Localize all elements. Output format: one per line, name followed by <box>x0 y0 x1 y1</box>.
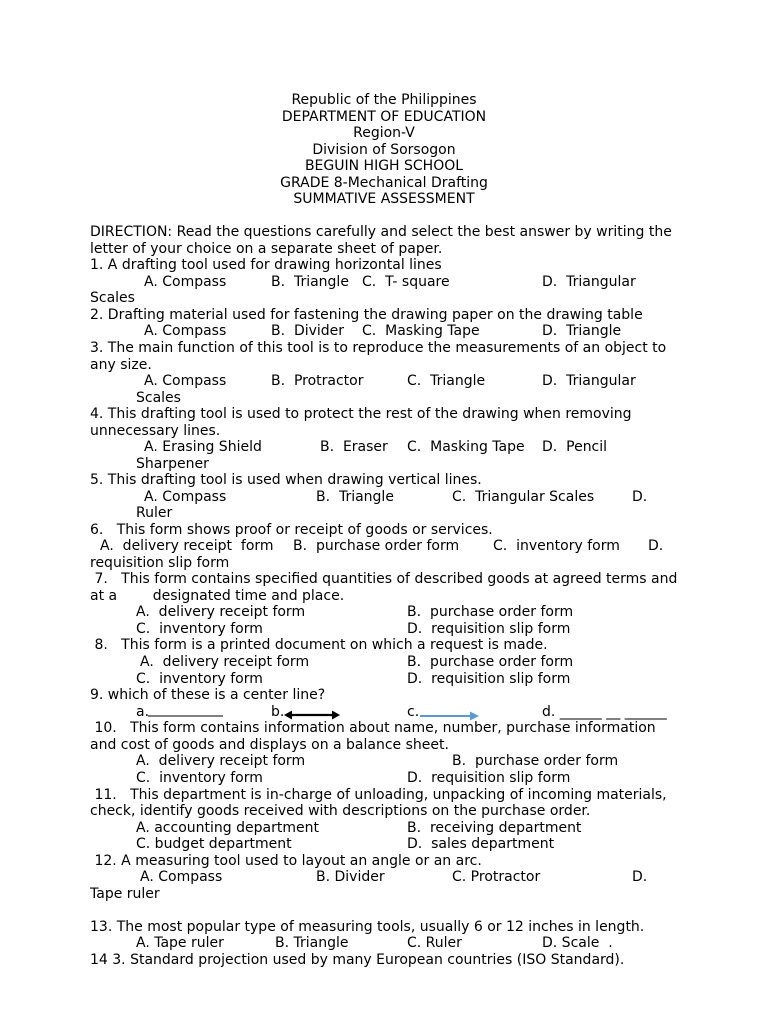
q1-stem: 1. A drafting tool used for drawing horizontal lines <box>90 257 442 273</box>
q3-option-c: C. Triangle <box>407 373 486 389</box>
q3-stem-2: any size. <box>90 357 152 373</box>
q10-option-a: A. delivery receipt form <box>136 753 306 769</box>
q7-option-a: A. delivery receipt form <box>136 604 306 620</box>
q4-option-d: D. Pencil <box>542 439 608 455</box>
q9-stem: 9. which of these is a center line? <box>90 687 326 703</box>
q5-option-a: A. Compass <box>144 489 227 505</box>
header-line-3: Region-V <box>353 125 415 141</box>
q11-option-c: C. budget department <box>136 836 292 852</box>
q3-option-d: D. Triangular <box>542 373 636 389</box>
q6-option-c: C. inventory form <box>493 538 620 554</box>
q13-option-b: B. Triangle <box>275 935 349 951</box>
header-line-7: SUMMATIVE ASSESSMENT <box>293 191 475 207</box>
q3-option-d-wrap: Scales <box>136 390 181 406</box>
q11-option-a: A. accounting department <box>136 820 319 836</box>
q7-stem-2: at a designated time and place. <box>90 588 345 604</box>
q4-option-a: A. Erasing Shield <box>144 439 262 455</box>
q5-stem: 5. This drafting tool is used when drawing vertical lines. <box>90 472 482 488</box>
header-line-1: Republic of the Philippines <box>291 92 477 108</box>
q2-stem: 2. Drafting material used for fastening the drawing paper on the drawing table <box>90 307 643 323</box>
q8-option-c: C. inventory form <box>136 671 263 687</box>
q1-option-d-wrap: Scales <box>90 290 135 306</box>
q12-option-c: C. Protractor <box>452 869 541 885</box>
q1-option-a: A. Compass <box>144 274 227 290</box>
q2-option-d: D. Triangle <box>542 323 622 339</box>
direction-line-1: DIRECTION: Read the questions carefully and select the best answer by writing the <box>90 224 672 240</box>
q11-option-d: D. sales department <box>407 836 555 852</box>
q2-option-b: B. Divider <box>271 323 345 339</box>
header-line-6: GRADE 8-Mechanical Drafting <box>280 175 488 191</box>
q10-stem-2: and cost of goods and displays on a balance sheet. <box>90 737 449 753</box>
q11-stem-1: 11. This department is in-charge of unloading, unpacking of incoming materials, <box>90 787 667 803</box>
q8-option-b: B. purchase order form <box>407 654 574 670</box>
q9-option-b: b. <box>271 704 285 720</box>
q6-option-d-wrap: requisition slip form <box>90 555 230 571</box>
q8-option-d: D. requisition slip form <box>407 671 571 687</box>
q5-option-b: B. Triangle <box>316 489 394 505</box>
q13-stem: 13. The most popular type of measuring tools, usually 6 or 12 inches in length. <box>90 919 645 935</box>
q1-option-b: B. Triangle <box>271 274 349 290</box>
q10-option-c: C. inventory form <box>136 770 263 786</box>
header-line-4: Division of Sorsogon <box>312 142 456 158</box>
q3-option-a: A. Compass <box>144 373 227 389</box>
q4-option-b: B. Eraser <box>320 439 388 455</box>
q5-option-d: D. <box>632 489 648 505</box>
q10-stem-1: 10. This form contains information about name, number, purchase information <box>90 720 656 736</box>
q12-option-d-wrap: Tape ruler <box>90 886 160 902</box>
q6-option-a: A. delivery receipt form <box>100 538 274 554</box>
q7-option-c: C. inventory form <box>136 621 263 637</box>
q5-option-c: C. Triangular Scales <box>452 489 595 505</box>
q9-option-c: c. <box>407 704 420 720</box>
q7-stem-1: 7. This form contains specified quantities of described goods at agreed terms and <box>90 571 678 587</box>
q8-stem: 8. This form is a printed document on which a request is made. <box>90 637 548 653</box>
q2-option-c: C. Masking Tape <box>362 323 480 339</box>
q1-option-c: C. T- square <box>362 274 450 290</box>
header-line-2: DEPARTMENT OF EDUCATION <box>281 109 487 125</box>
direction-line-2: letter of your choice on a separate sheet of paper. <box>90 241 443 257</box>
q11-option-b: B. receiving department <box>407 820 582 836</box>
q13-option-a: A. Tape ruler <box>136 935 224 951</box>
header-line-5: BEGUIN HIGH SCHOOL <box>304 158 464 174</box>
q13-option-c: C. Ruler <box>407 935 462 951</box>
q8-option-a: A. delivery receipt form <box>140 654 310 670</box>
q11-stem-2: check, identify goods received with descriptions on the purchase order. <box>90 803 591 819</box>
q10-option-b: B. purchase order form <box>452 753 619 769</box>
q3-option-b: B. Protractor <box>271 373 364 389</box>
q9-option-d: d. ______ __ ______ <box>542 704 667 720</box>
q6-stem: 6. This form shows proof or receipt of goods or services. <box>90 522 493 538</box>
q13-option-d: D. Scale . <box>542 935 613 951</box>
q4-stem-2: unnecessary lines. <box>90 423 221 439</box>
q7-option-d: D. requisition slip form <box>407 621 571 637</box>
q2-option-a: A. Compass <box>144 323 227 339</box>
q9-solid-line-mark <box>148 708 224 720</box>
q4-option-d-wrap: Sharpener <box>136 456 209 472</box>
q4-stem-1: 4. This drafting tool is used to protect the rest of the drawing when removing <box>90 406 632 422</box>
q1-option-d: D. Triangular <box>542 274 636 290</box>
q9-option-a: a. <box>136 704 150 720</box>
q12-option-a: A. Compass <box>140 869 223 885</box>
q4-option-c: C. Masking Tape <box>407 439 525 455</box>
q14-stem: 14 3. Standard projection used by many European countries (ISO Standard). <box>90 952 625 968</box>
q12-stem: 12. A measuring tool used to layout an angle or an arc. <box>90 853 482 869</box>
q12-option-b: B. Divider <box>316 869 385 885</box>
q6-option-b: B. purchase order form <box>293 538 460 554</box>
q6-option-d: D. <box>648 538 664 554</box>
q3-stem-1: 3. The main function of this tool is to reproduce the measurements of an object to <box>90 340 667 356</box>
q5-option-d-wrap: Ruler <box>136 505 173 521</box>
q7-option-b: B. purchase order form <box>407 604 574 620</box>
q12-option-d: D. <box>632 869 648 885</box>
q10-option-d: D. requisition slip form <box>407 770 571 786</box>
